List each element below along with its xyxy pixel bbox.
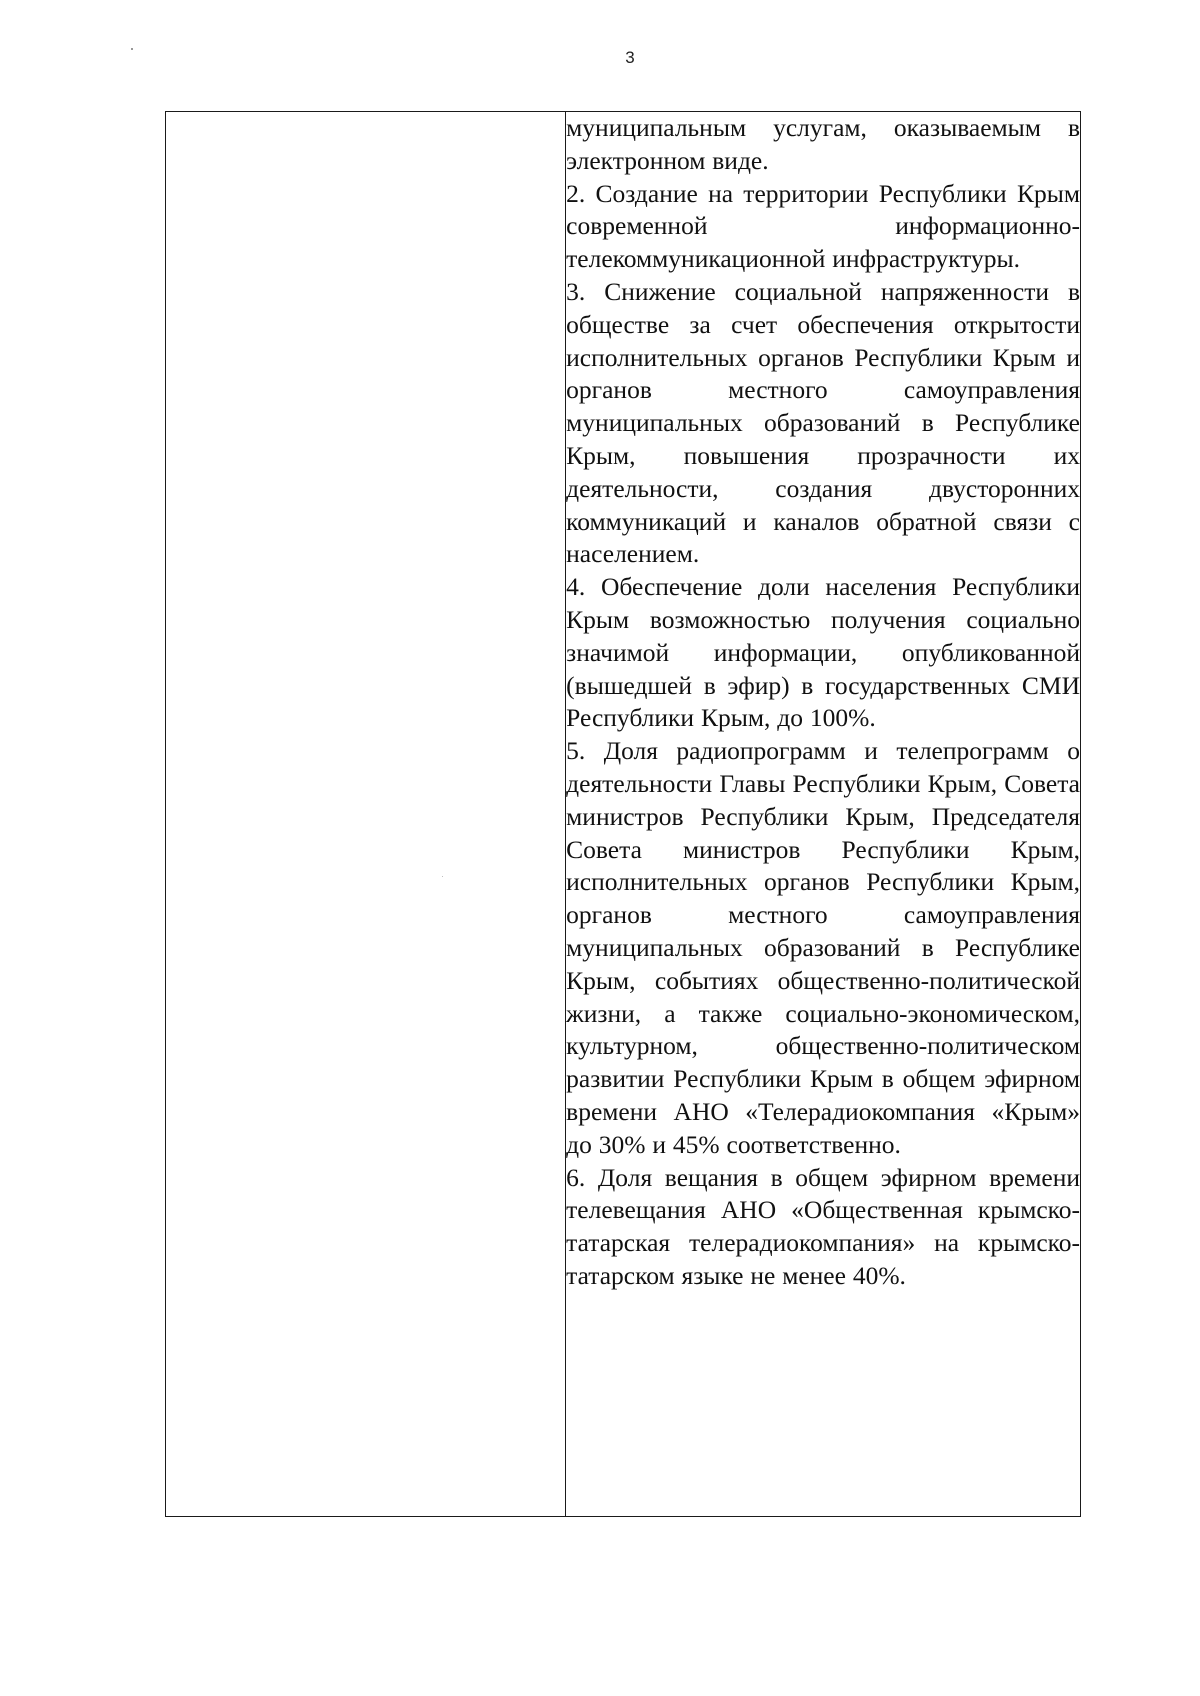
page-number: 3 xyxy=(625,48,635,67)
table-cell-right xyxy=(566,112,1081,1517)
paragraph-item-3: 3. Снижение социальной напряженности в обществе за счет обеспечения открытости исполнительных органов Республики Крым и органов местного самоуправления муниципальных образований в Республике Крым, повышения прозрачности их деятельности, создания двусторонних коммуникаций и каналов обратной связи с населением. xyxy=(566,276,1080,569)
document-table xyxy=(165,111,1081,1517)
paragraph-item-4: 4. Обеспечение доли населения Республики Крым возможностью получения социально значимой информации, опубликованной (вышедшей в эфир) в государственных СМИ Республики Крым, до 100%. xyxy=(566,572,1080,733)
table-cell-left xyxy=(166,112,566,1517)
paragraph-item-5: 5. Доля радиопрограмм и телепрограмм о деятельности Главы Республики Крым, Совета министров Республики Крым, Председателя Совета министров Республики Крым, исполнительных органов Республики Крым, органов местного самоуправления муниципальных образований в Республике Крым, событиях общественно-политической жизни, а также социально-экономическом, культурном, общественно-политическом развитии Республики Крым в общем эфирном времени АНО «Телерадиокомпания «Крым» до 30% и 45% соответственно. xyxy=(566,736,1080,1159)
paragraph-continuation: муниципальным услугам, оказываемым в электронном виде. xyxy=(566,113,1080,175)
table-row xyxy=(166,112,1081,1517)
paragraph-item-6: 6. Доля вещания в общем эфирном времени телевещания АНО «Общественная крымско-татарская телерадиокомпания» на крымско-татарском языке не менее 40%. xyxy=(566,1162,1080,1290)
paragraph-item-2: 2. Создание на территории Республики Крым современной информационно-телекоммуникационной инфраструктуры. xyxy=(566,178,1080,274)
